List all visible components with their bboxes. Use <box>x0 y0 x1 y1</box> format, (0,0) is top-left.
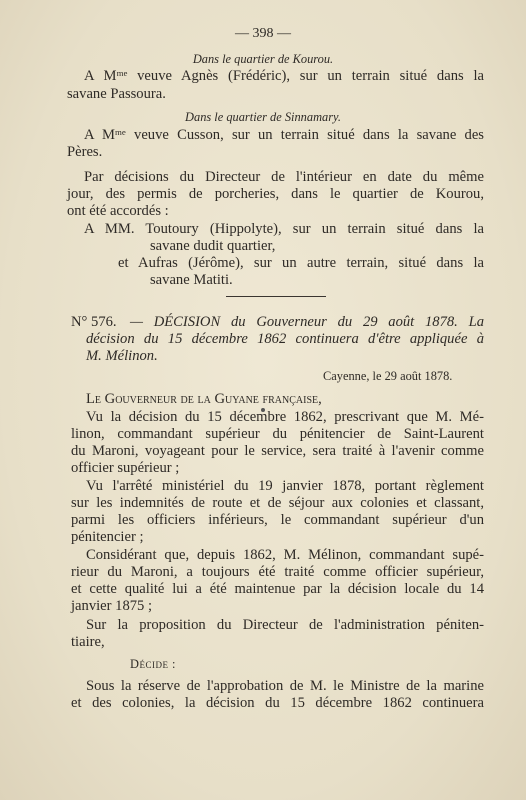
kourou-line-2: savane Passoura. <box>67 86 166 102</box>
consideration-line-1: Vu la décision du 15 décembre 1862, prescrivant que M. Mé- <box>86 409 484 425</box>
consideration-line-3: du Maroni, voyageant pour le service, sera traité à l'avenir comme <box>71 443 484 459</box>
porcheries-intro-line-3: ont été accordés : <box>67 203 169 219</box>
consideration-line-5: Vu l'arrêté ministériel du 19 janvier 1878, portant règlement <box>86 478 484 494</box>
consideration-line-9: Considérant que, depuis 1862, M. Mélinon, commandant supé- <box>86 547 484 563</box>
decision-title-line-2: décision du 15 décembre 1862 continuera d'être appliquée à <box>86 331 484 347</box>
grant-line-1: A MM. Toutoury (Hippolyte), sur un terrain situé dans la <box>84 221 484 237</box>
decision-opening: Le Gouverneur de la Guyane française, <box>86 391 322 407</box>
consideration-line-13: Sur la proposition du Directeur de l'administration péniten- <box>86 617 484 633</box>
consideration-line-12: janvier 1875 ; <box>71 598 153 614</box>
closing-line-1: Sous la réserve de l'approbation de M. le Ministre de la marine <box>86 678 484 694</box>
consideration-line-11: et cette qualité lui a été maintenue par la décision locale du 14 <box>71 581 484 597</box>
consideration-line-6: sur les indemnités de route et de séjour aux colonies et classant, <box>71 495 484 511</box>
porcheries-intro-line-2: jour, des permis de porcheries, dans le quartier de Kourou, <box>67 186 484 202</box>
sinnamary-line-1: A Mᵐᵉ veuve Cusson, sur un terrain situé dans la savane des <box>84 127 484 143</box>
consideration-line-7: parmi les officiers inférieurs, le commandant supérieur d'un <box>71 512 484 528</box>
section-divider <box>226 296 326 297</box>
decision-title-line-3: M. Mélinon. <box>86 348 158 364</box>
grant-line-3: et Aufras (Jérôme), sur un autre terrain, situé dans la <box>118 255 484 271</box>
section-heading-sinnamary: Dans le quartier de Sinnamary. <box>185 110 341 124</box>
page-number: — 398 — <box>235 26 291 41</box>
decision-title-line-1: — DÉCISION du Gouverneur du 29 août 1878. La <box>130 314 484 330</box>
section-heading-kourou: Dans le quartier de Kourou. <box>192 52 334 66</box>
decide-heading: Décide : <box>130 657 176 671</box>
kourou-line-1: A Mᵐᵉ veuve Agnès (Frédéric), sur un terrain situé dans la <box>84 68 484 84</box>
closing-line-2: et des colonies, la décision du 15 décembre 1862 continuera <box>71 695 484 711</box>
consideration-line-10: rieur du Maroni, a toujours été traité comme officier supérieur, <box>71 564 484 580</box>
consideration-line-2: linon, commandant supérieur du pénitencier de Saint-Laurent <box>71 426 484 442</box>
decision-number: N° 576. <box>71 314 117 330</box>
consideration-line-4: officier supérieur ; <box>71 460 180 476</box>
grant-line-4: savane Matiti. <box>150 272 233 288</box>
consideration-line-8: pénitencier ; <box>71 529 144 545</box>
grant-line-2: savane dudit quartier, <box>150 238 276 254</box>
porcheries-intro-line-1: Par décisions du Directeur de l'intérieur en date du même <box>84 169 484 185</box>
consideration-line-14: tiaire, <box>71 634 105 650</box>
sinnamary-line-2: Pères. <box>67 144 103 160</box>
place-date: Cayenne, le 29 août 1878. <box>323 369 453 383</box>
